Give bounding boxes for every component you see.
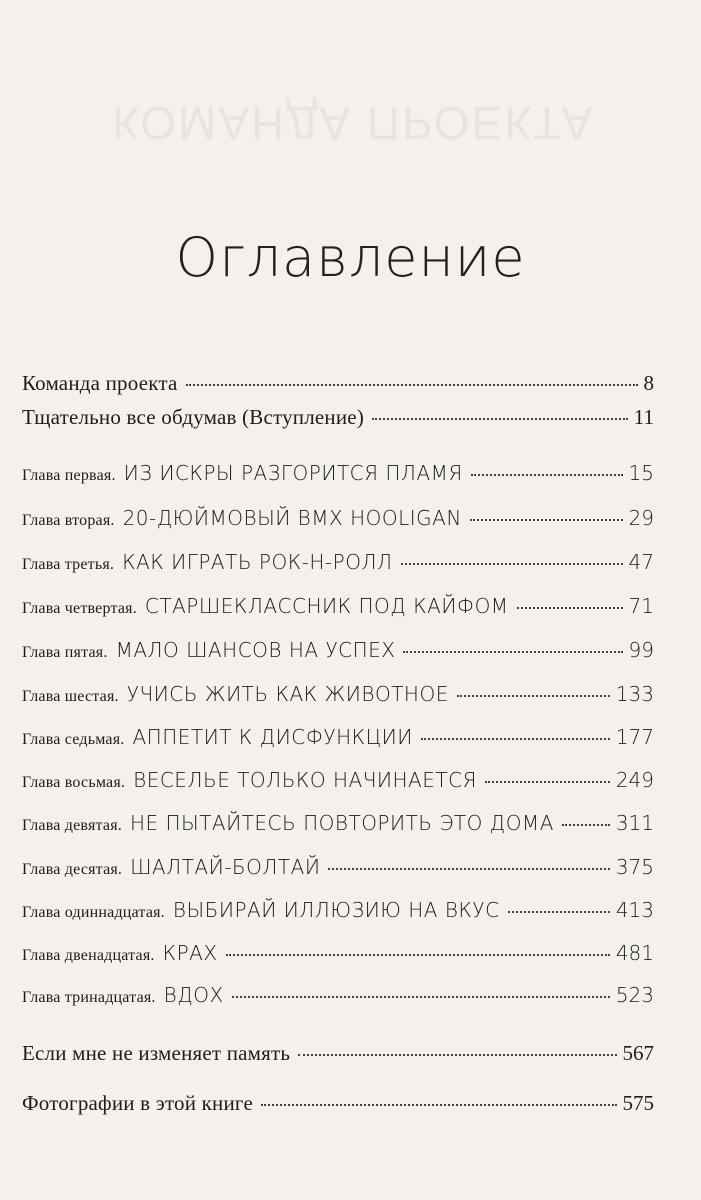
chapter-label: Глава шестая. — [22, 688, 119, 705]
page-title: Оглавление — [175, 226, 526, 289]
toc-chapter-6[interactable] — [22, 682, 654, 712]
bleed-through-header: КОМАНДА ПРОЕКТА — [112, 97, 595, 149]
toc-chapter-11[interactable] — [22, 898, 654, 928]
chapter-label: Глава тринадцатая. — [22, 989, 156, 1006]
toc-entry-title: Команда проекта — [22, 371, 178, 395]
chapter-title: ВДОХ — [163, 983, 224, 1007]
chapter-title: АППЕТИТ К ДИСФУНКЦИИ — [132, 725, 413, 749]
chapter-title: СТАРШЕКЛАССНИК ПОД КАЙФОМ — [144, 594, 509, 618]
toc-entry-title: Если мне не изменяет память — [22, 1041, 291, 1065]
toc-chapter-4[interactable] — [22, 594, 654, 624]
toc-entry-page: 575 — [622, 1091, 654, 1115]
dot-leader — [328, 868, 609, 870]
chapter-label: Глава вторая. — [22, 512, 115, 529]
chapter-page: 249 — [615, 768, 654, 792]
chapter-label: Глава двенадцатая. — [22, 947, 155, 964]
chapter-title: УЧИСЬ ЖИТЬ КАК ЖИВОТНОЕ — [126, 682, 449, 706]
toc-entry-introduction[interactable] — [22, 405, 654, 435]
dot-leader — [470, 519, 623, 521]
toc-chapter-8[interactable] — [22, 768, 654, 798]
dot-leader — [226, 954, 610, 956]
chapter-page: 29 — [628, 506, 654, 530]
chapter-page: 311 — [615, 811, 654, 835]
toc-chapter-3[interactable] — [22, 550, 654, 580]
toc-chapter-1[interactable] — [22, 461, 654, 491]
chapter-label: Глава девятая. — [22, 817, 122, 834]
chapter-title: КРАХ — [162, 941, 218, 965]
dot-leader — [457, 695, 610, 697]
dot-leader — [421, 738, 610, 740]
dot-leader — [471, 474, 623, 476]
toc-entry-photos[interactable] — [22, 1091, 654, 1121]
chapter-title: ИЗ ИСКРЫ РАЗГОРИТСЯ ПЛАМЯ — [123, 461, 463, 485]
toc-entry-team[interactable] — [22, 371, 654, 401]
chapter-title: ВЕСЕЛЬЕ ТОЛЬКО НАЧИНАЕТСЯ — [133, 768, 477, 792]
toc-entry-title: Тщательно все обдумав (Вступление) — [22, 405, 365, 429]
chapter-label: Глава первая. — [22, 467, 116, 484]
chapter-title: НЕ ПЫТАЙТЕСЬ ПОВТОРИТЬ ЭТО ДОМА — [129, 811, 554, 835]
dot-leader — [261, 1104, 617, 1106]
chapter-label: Глава седьмая. — [22, 731, 125, 748]
dot-leader — [485, 781, 610, 783]
dot-leader — [562, 824, 610, 826]
chapter-title: ВЫБИРАЙ ИЛЛЮЗИЮ НА ВКУС — [172, 898, 500, 922]
toc-entry-page: 11 — [633, 405, 654, 429]
chapter-page: 523 — [615, 983, 654, 1007]
chapter-label: Глава восьмая. — [22, 774, 126, 791]
toc-entry-page: 8 — [643, 371, 654, 395]
dot-leader — [517, 607, 623, 609]
toc-chapter-2[interactable] — [22, 506, 654, 536]
chapter-title: КАК ИГРАТЬ РОК-Н-РОЛЛ — [122, 550, 393, 574]
dot-leader — [298, 1054, 616, 1056]
chapter-page: 15 — [628, 461, 654, 485]
chapter-page: 481 — [615, 941, 654, 965]
chapter-title: 20-ДЮЙМОВЫЙ BMX HOOLIGAN — [122, 506, 462, 530]
dot-leader — [401, 563, 623, 565]
chapter-page: 71 — [628, 594, 654, 618]
chapter-label: Глава десятая. — [22, 861, 123, 878]
dot-leader — [232, 996, 610, 998]
chapter-page: 133 — [615, 682, 654, 706]
toc-chapter-12[interactable] — [22, 941, 654, 971]
dot-leader — [508, 911, 610, 913]
toc-chapter-9[interactable] — [22, 811, 654, 841]
toc-entry-page: 567 — [622, 1041, 654, 1065]
chapter-page: 413 — [615, 898, 654, 922]
chapter-page: 47 — [628, 550, 654, 574]
toc-entry-memory[interactable] — [22, 1041, 654, 1071]
chapter-page: 99 — [628, 638, 654, 662]
chapter-label: Глава третья. — [22, 556, 115, 573]
dot-leader — [372, 418, 628, 420]
chapter-page: 375 — [615, 855, 654, 879]
toc-chapter-5[interactable] — [22, 638, 654, 668]
chapter-label: Глава одиннадцатая. — [22, 904, 165, 921]
toc-chapter-10[interactable] — [22, 855, 654, 885]
chapter-label: Глава четвертая. — [22, 600, 137, 617]
toc-chapter-13[interactable] — [22, 983, 654, 1013]
chapter-page: 177 — [615, 725, 654, 749]
toc-entry-title: Фотографии в этой книге — [22, 1091, 253, 1115]
dot-leader — [186, 384, 638, 386]
chapter-label: Глава пятая. — [22, 644, 108, 661]
toc-chapter-7[interactable] — [22, 725, 654, 755]
dot-leader — [403, 651, 622, 653]
chapter-title: МАЛО ШАНСОВ НА УСПЕХ — [115, 638, 396, 662]
chapter-title: ШАЛТАЙ-БОЛТАЙ — [130, 855, 321, 879]
